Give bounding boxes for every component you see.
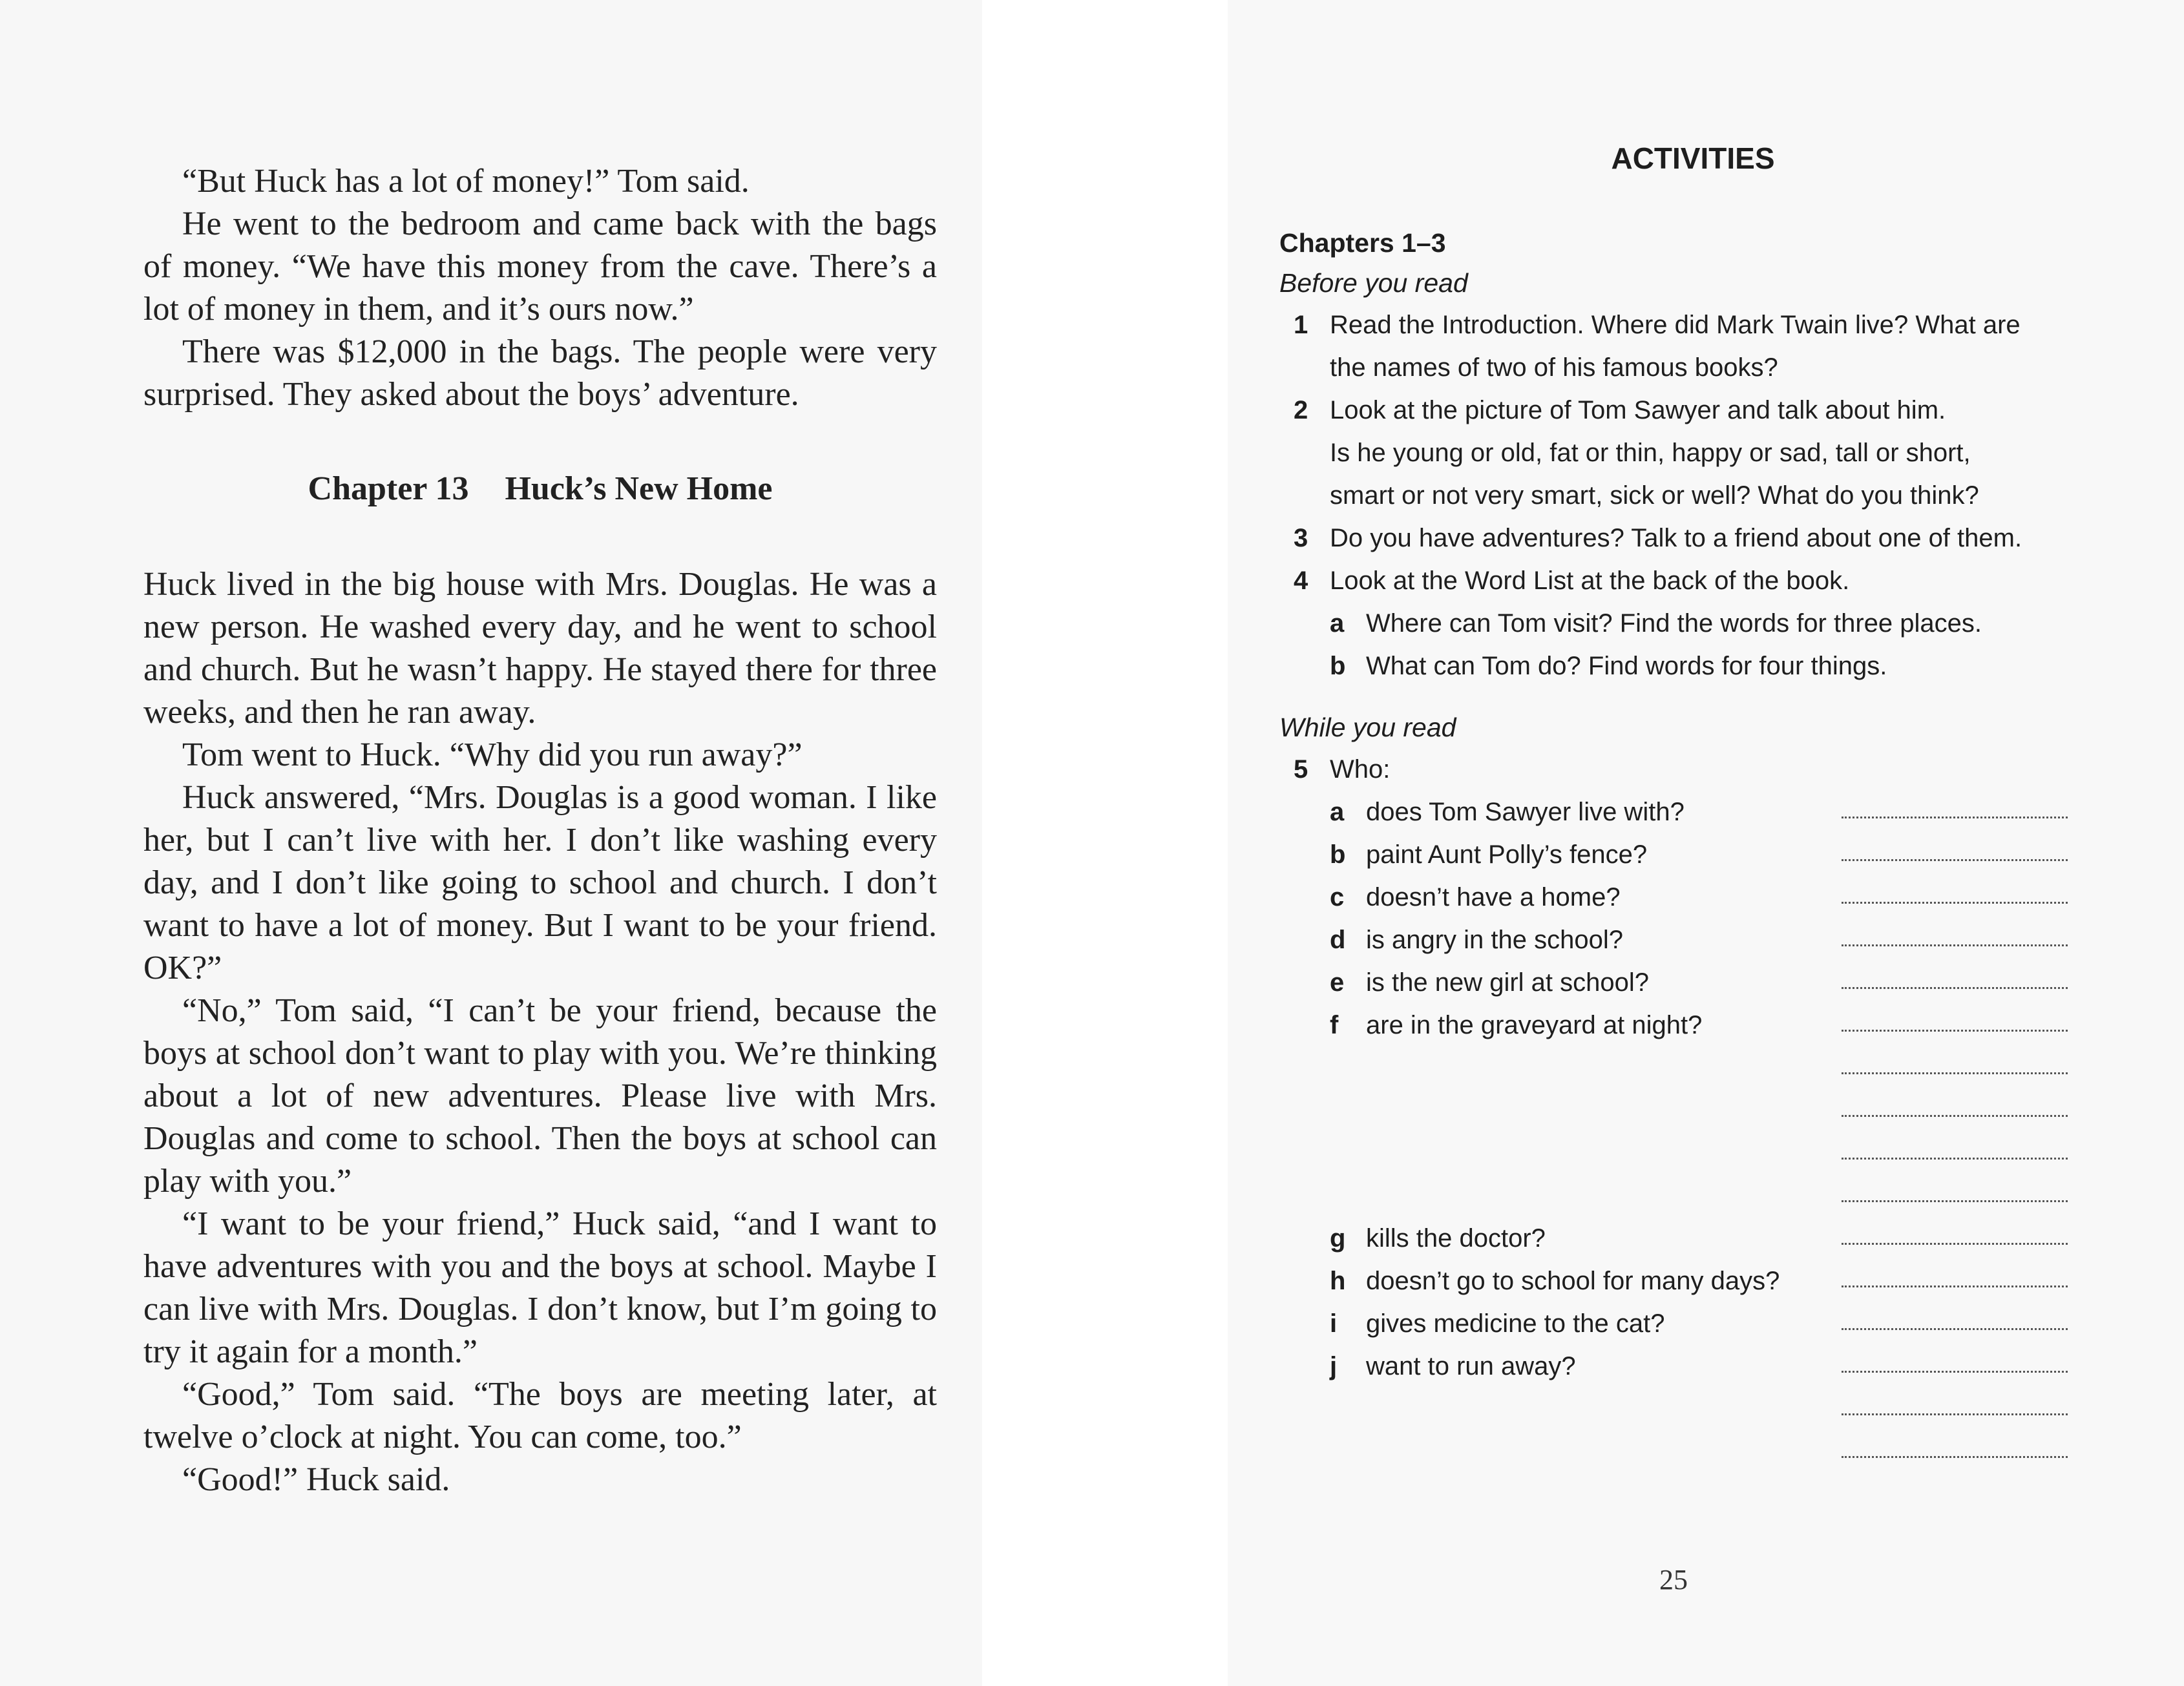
answer-row [1279,1132,2068,1174]
item-text: doesn’t have a home? [1366,883,1621,911]
question-number: 5 [1294,755,1308,784]
question-text: Look at the Word List at the back of the book. [1330,567,1850,595]
item-letter: a [1330,798,1345,826]
activities-title: ACTIVITIES [1611,141,1775,175]
question-5-item [1279,1345,2068,1388]
while-you-read-heading: While you read [1279,713,1456,742]
question-text: Look at the picture of Tom Sawyer and talk about him. [1330,396,1946,424]
answer-row [1279,1430,2068,1473]
item-text: is angry in the school? [1366,926,1624,954]
question-5-item [1279,876,2068,919]
question-4a [1279,602,2068,645]
item-text: want to run away? [1366,1352,1576,1380]
question-number: 3 [1294,524,1308,552]
item-text: are in the graveyard at night? [1366,1011,1703,1039]
story-paragraph: Tom went to Huck. “Why did you run away?” [182,736,803,773]
item-letter: f [1330,1011,1339,1039]
question-text: smart or not very smart, sick or well? What do you think? [1330,481,1979,510]
answer-line[interactable] [1842,810,2068,818]
answer-row [1279,1388,2068,1430]
story-paragraph: “No,” Tom said, “I can’t be your friend, because the boys at school don’t want to play with you. We’re thinking about a lot of new adventures. Please live with Mrs. Douglas and come to school. Then the boys at school can play with you.” [143,992,937,1200]
chapter-heading [143,468,937,510]
question-5-item [1279,1004,2068,1046]
answer-line[interactable] [1842,1023,2068,1032]
question-4 [1279,559,2068,602]
item-letter: d [1330,926,1346,954]
story-paragraph: Huck lived in the big house with Mrs. Douglas. He was a new person. He washed every day, and he went to school and church. But he wasn’t happy. He stayed there for three weeks, and then he ran away. [143,566,937,731]
item-text: kills the doctor? [1366,1224,1546,1253]
item-text: paint Aunt Polly’s fence? [1366,840,1648,869]
item-text: is the new girl at school? [1366,968,1650,997]
page-number: 25 [1659,1564,1688,1596]
answer-line[interactable] [1842,938,2068,946]
answer-line[interactable] [1842,853,2068,861]
answer-line[interactable] [1842,1322,2068,1330]
question-text: Who: [1330,755,1391,784]
story-paragraph: There was $12,000 in the bags. The people were very surprised. They asked about the boys’ adventure. [143,333,937,413]
item-letter: a [1330,609,1345,638]
question-5-item [1279,961,2068,1004]
activities-section [1279,141,2068,1473]
question-2-continued [1279,432,2068,474]
answer-line[interactable] [1842,1364,2068,1373]
question-number: 2 [1294,396,1308,424]
story-paragraph: “Good,” Tom said. “The boys are meeting later, at twelve o’clock at night. You can come, too.” [143,1376,937,1455]
question-text: the names of two of his famous books? [1330,353,1778,382]
item-text: What can Tom do? Find words for four things. [1366,652,1887,680]
answer-line[interactable] [1842,1194,2068,1202]
item-text: doesn’t go to school for many days? [1366,1267,1780,1295]
question-number: 4 [1294,567,1308,595]
question-3 [1279,517,2068,559]
answer-line[interactable] [1842,1450,2068,1458]
question-text: Read the Introduction. Where did Mark Twain live? What are [1330,311,2021,339]
question-text: Do you have adventures? Talk to a friend about one of them. [1330,524,2022,552]
answer-line[interactable] [1842,1151,2068,1160]
story-paragraph: Huck answered, “Mrs. Douglas is a good woman. I like her, but I can’t live with her. I don’t like washing every day, and I don’t like going to school and church. I don’t want to have a lot of money. But I want to be your friend. OK?” [143,779,937,986]
question-5-item [1279,1217,2068,1260]
question-2 [1279,389,2068,432]
question-1-continued [1279,346,2068,389]
question-2-continued [1279,474,2068,517]
question-1 [1279,304,2068,346]
item-text: gives medicine to the cat? [1366,1309,1665,1338]
story-text [143,160,937,1501]
section-heading: Chapters 1–3 [1279,228,1446,258]
story-paragraph: “Good!” Huck said. [182,1461,450,1498]
question-5-item [1279,833,2068,876]
chapter-number: Chapter 13 [308,470,469,507]
item-text: Where can Tom visit? Find the words for three places. [1366,609,1982,638]
item-letter: b [1330,840,1346,869]
answer-line[interactable] [1842,1108,2068,1117]
answer-row [1279,1089,2068,1132]
question-number: 1 [1294,311,1308,339]
answer-line[interactable] [1842,1066,2068,1074]
question-5-item [1279,791,2068,833]
item-letter: g [1330,1224,1346,1253]
answer-line[interactable] [1842,1236,2068,1245]
answer-line[interactable] [1842,895,2068,904]
answer-row [1279,1174,2068,1217]
question-5-item [1279,1260,2068,1302]
story-paragraph: “But Huck has a lot of money!” Tom said. [182,163,750,200]
item-letter: c [1330,883,1345,911]
item-letter: i [1330,1309,1338,1338]
answer-line[interactable] [1842,981,2068,989]
question-text: Is he young or old, fat or thin, happy or sad, tall or short, [1330,439,1971,467]
answer-row [1279,1046,2068,1089]
item-text: does Tom Sawyer live with? [1366,798,1685,826]
story-paragraph: “I want to be your friend,” Huck said, “and I want to have adventures with you and the boys at school. Maybe I can live with Mrs. Douglas. I don’t know, but I’m going to try it again for a month.” [143,1205,937,1370]
answer-line[interactable] [1842,1279,2068,1287]
item-letter: j [1330,1352,1338,1380]
question-5-item [1279,919,2068,961]
question-5 [1279,748,2068,791]
chapter-title: Huck’s New Home [505,470,773,507]
item-letter: e [1330,968,1345,997]
item-letter: b [1330,652,1346,680]
page-gutter [982,0,1228,1686]
story-paragraph: He went to the bedroom and came back with the bags of money. “We have this money from the cave. There’s a lot of money in them, and it’s ours now.” [143,205,937,328]
question-5-item [1279,1302,2068,1345]
answer-line[interactable] [1842,1407,2068,1415]
before-you-read-heading: Before you read [1279,268,1468,298]
item-letter: h [1330,1267,1346,1295]
question-4b [1279,645,2068,687]
